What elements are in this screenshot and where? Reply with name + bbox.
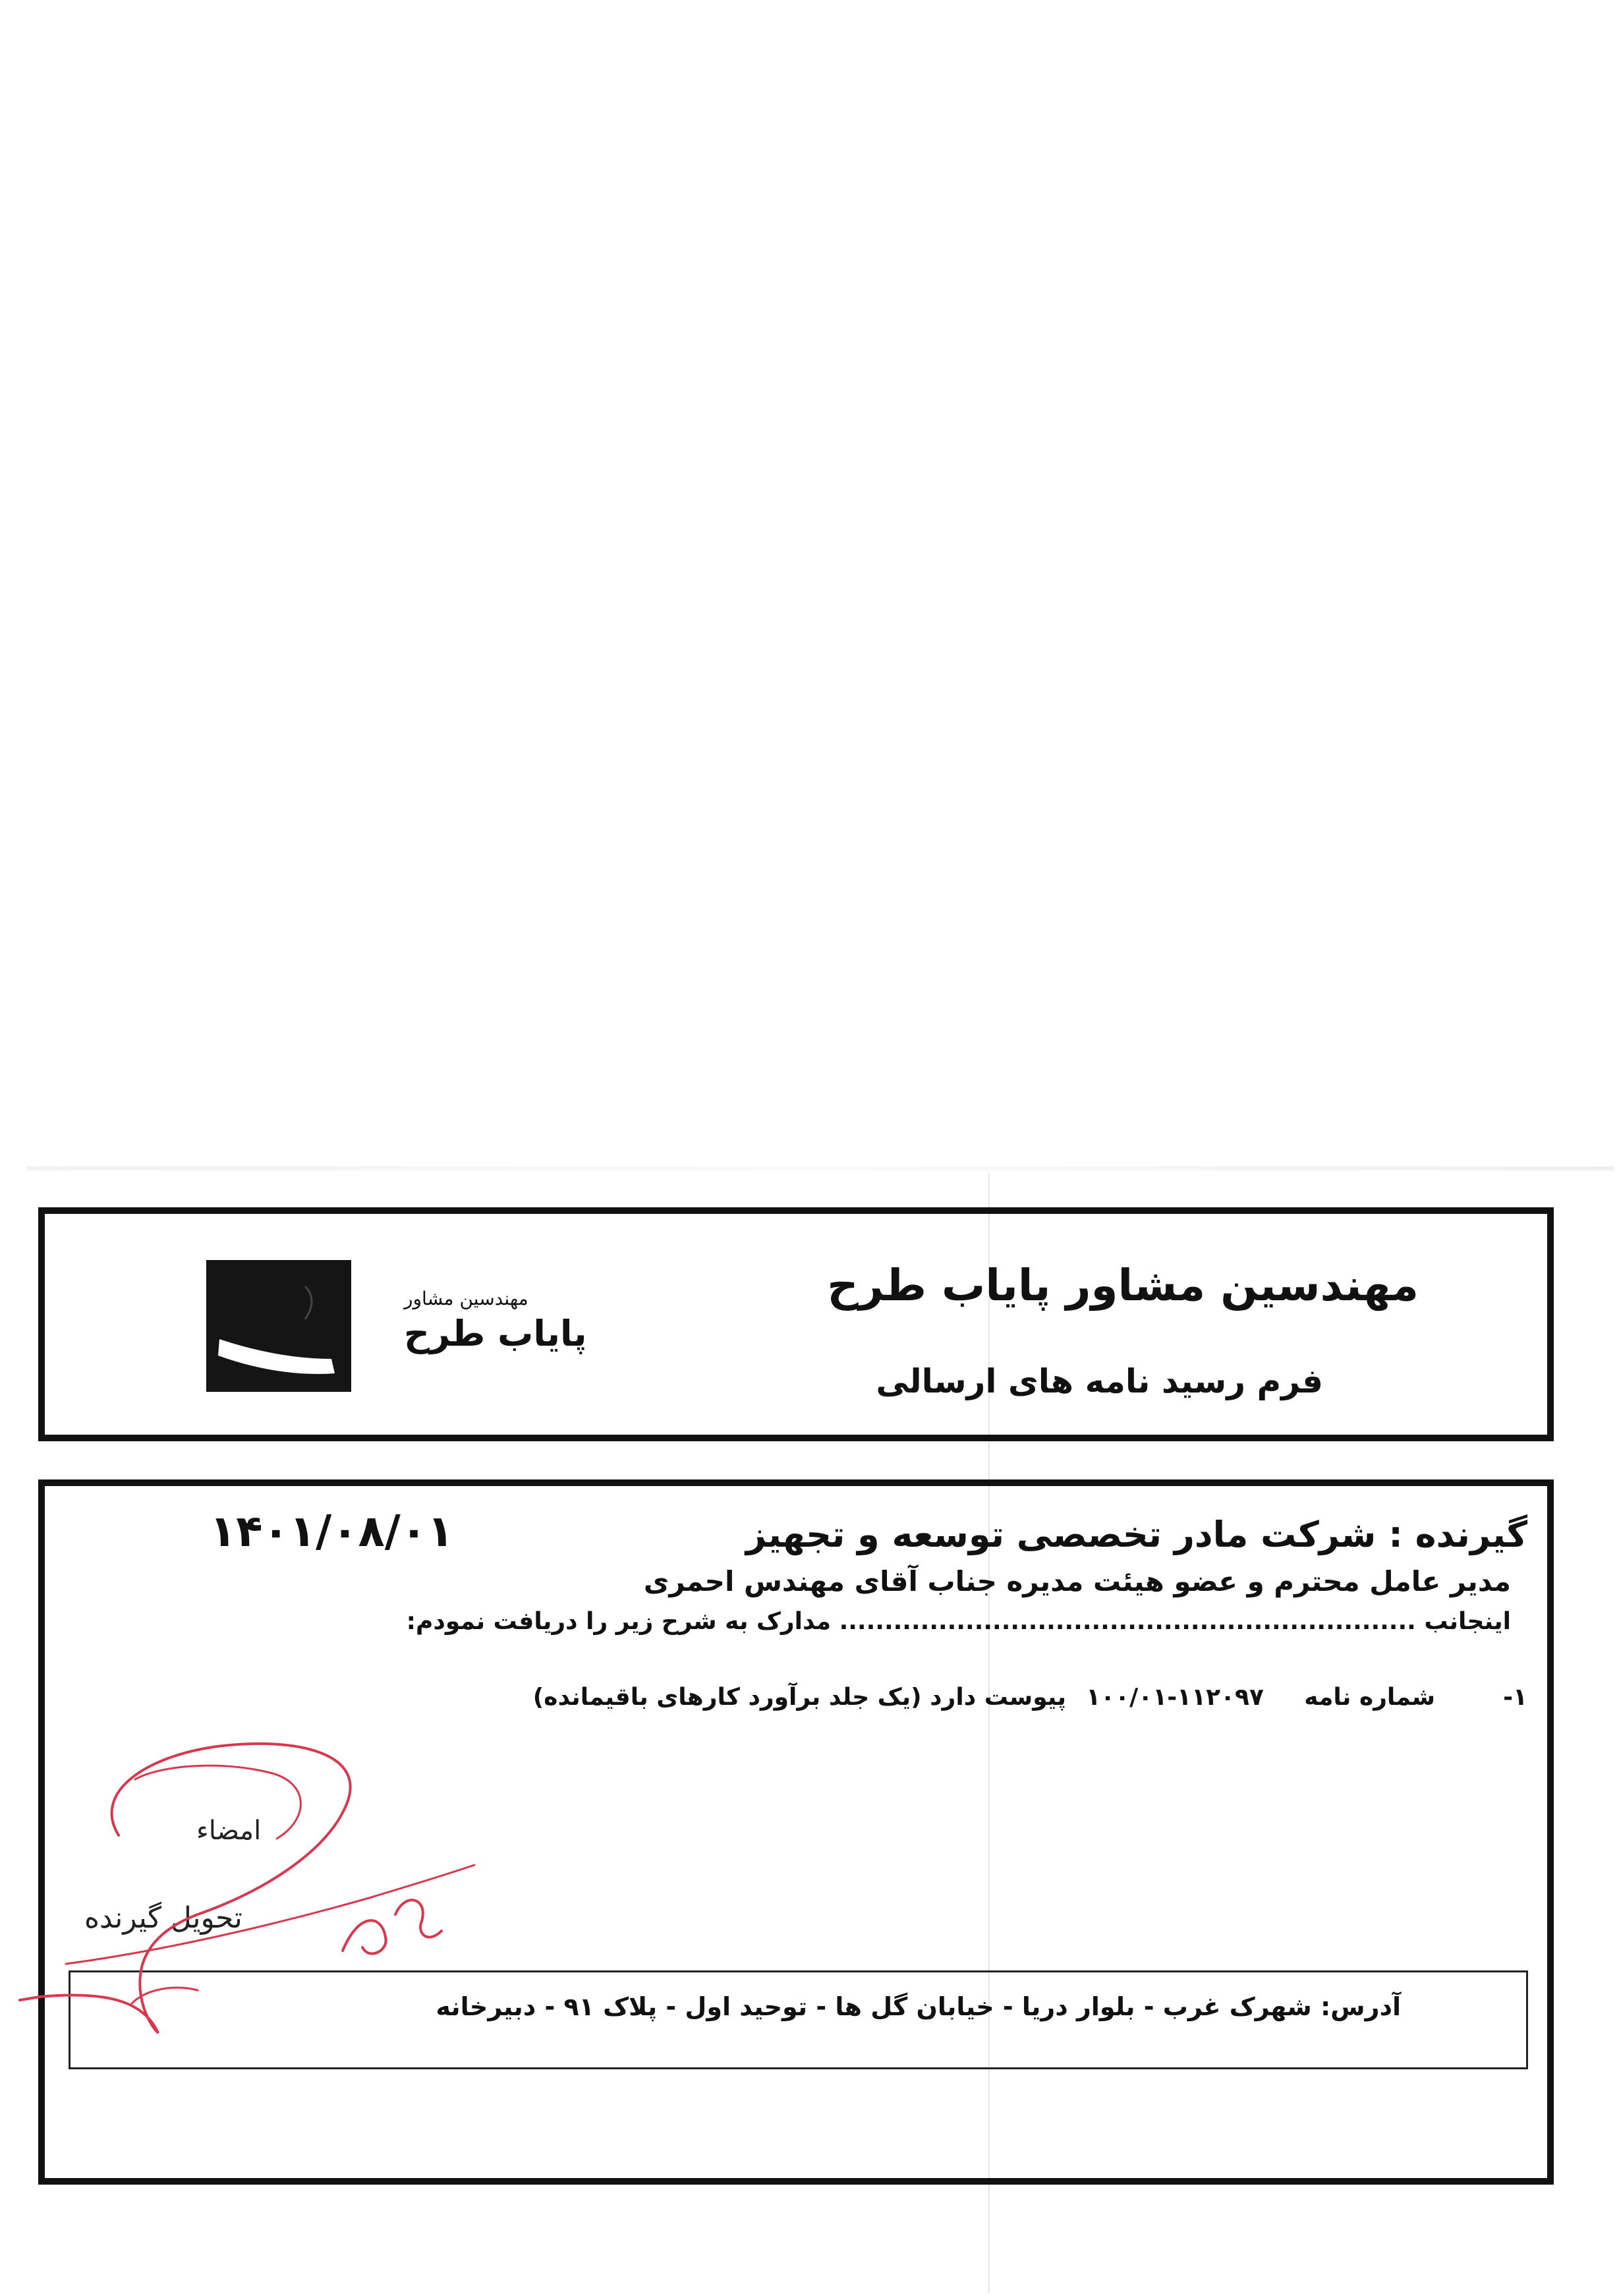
letter-item-row bbox=[532, 1684, 1527, 1717]
scan-edge bbox=[26, 1166, 1614, 1170]
logo-subtext: مهندسین مشاور bbox=[404, 1288, 528, 1309]
attachment-note: پیوست دارد (یک جلد برآورد کارهای باقیمانده) bbox=[532, 1684, 1066, 1711]
recipient-line: گیرنده : شرکت مادر تخصصی توسعه و تجهیز bbox=[745, 1514, 1527, 1555]
signature-label: امضاء bbox=[196, 1816, 262, 1846]
form-title: فرم رسید نامه های ارسالی bbox=[876, 1362, 1323, 1400]
address-box bbox=[69, 1970, 1528, 2069]
company-title: مهندسین مشاور پایاب طرح bbox=[827, 1260, 1419, 1311]
receipt-statement: اینجانب ................................................................ مدارک به شرح زیر را دریافت نمودم: bbox=[406, 1608, 1511, 1635]
letter-number: ۱۰۰/۰۱-۱۱۲۰۹۷ bbox=[1086, 1684, 1264, 1711]
item-label: شماره نامه bbox=[1304, 1684, 1435, 1711]
addressee-line: مدیر عامل محترم و عضو هیئت مدیره جناب آقای مهندس احمری bbox=[643, 1565, 1511, 1597]
deliverer-label: تحویل گیرنده bbox=[84, 1901, 242, 1935]
logo-brand-text: پایاب طرح bbox=[404, 1313, 587, 1354]
letterhead-box bbox=[38, 1207, 1554, 1441]
item-index: ۱- bbox=[1503, 1684, 1527, 1711]
address-text: آدرس: شهرک غرب - بلوار دریا - خیابان گل ها - توحید اول - پلاک ۹۱ - دبیرخانه bbox=[436, 1992, 1401, 2021]
letter-date: ۱۴۰۱/۰۸/۰۱ bbox=[210, 1506, 454, 1557]
company-logo-icon bbox=[206, 1260, 351, 1392]
receipt-form-body bbox=[38, 1479, 1554, 2185]
